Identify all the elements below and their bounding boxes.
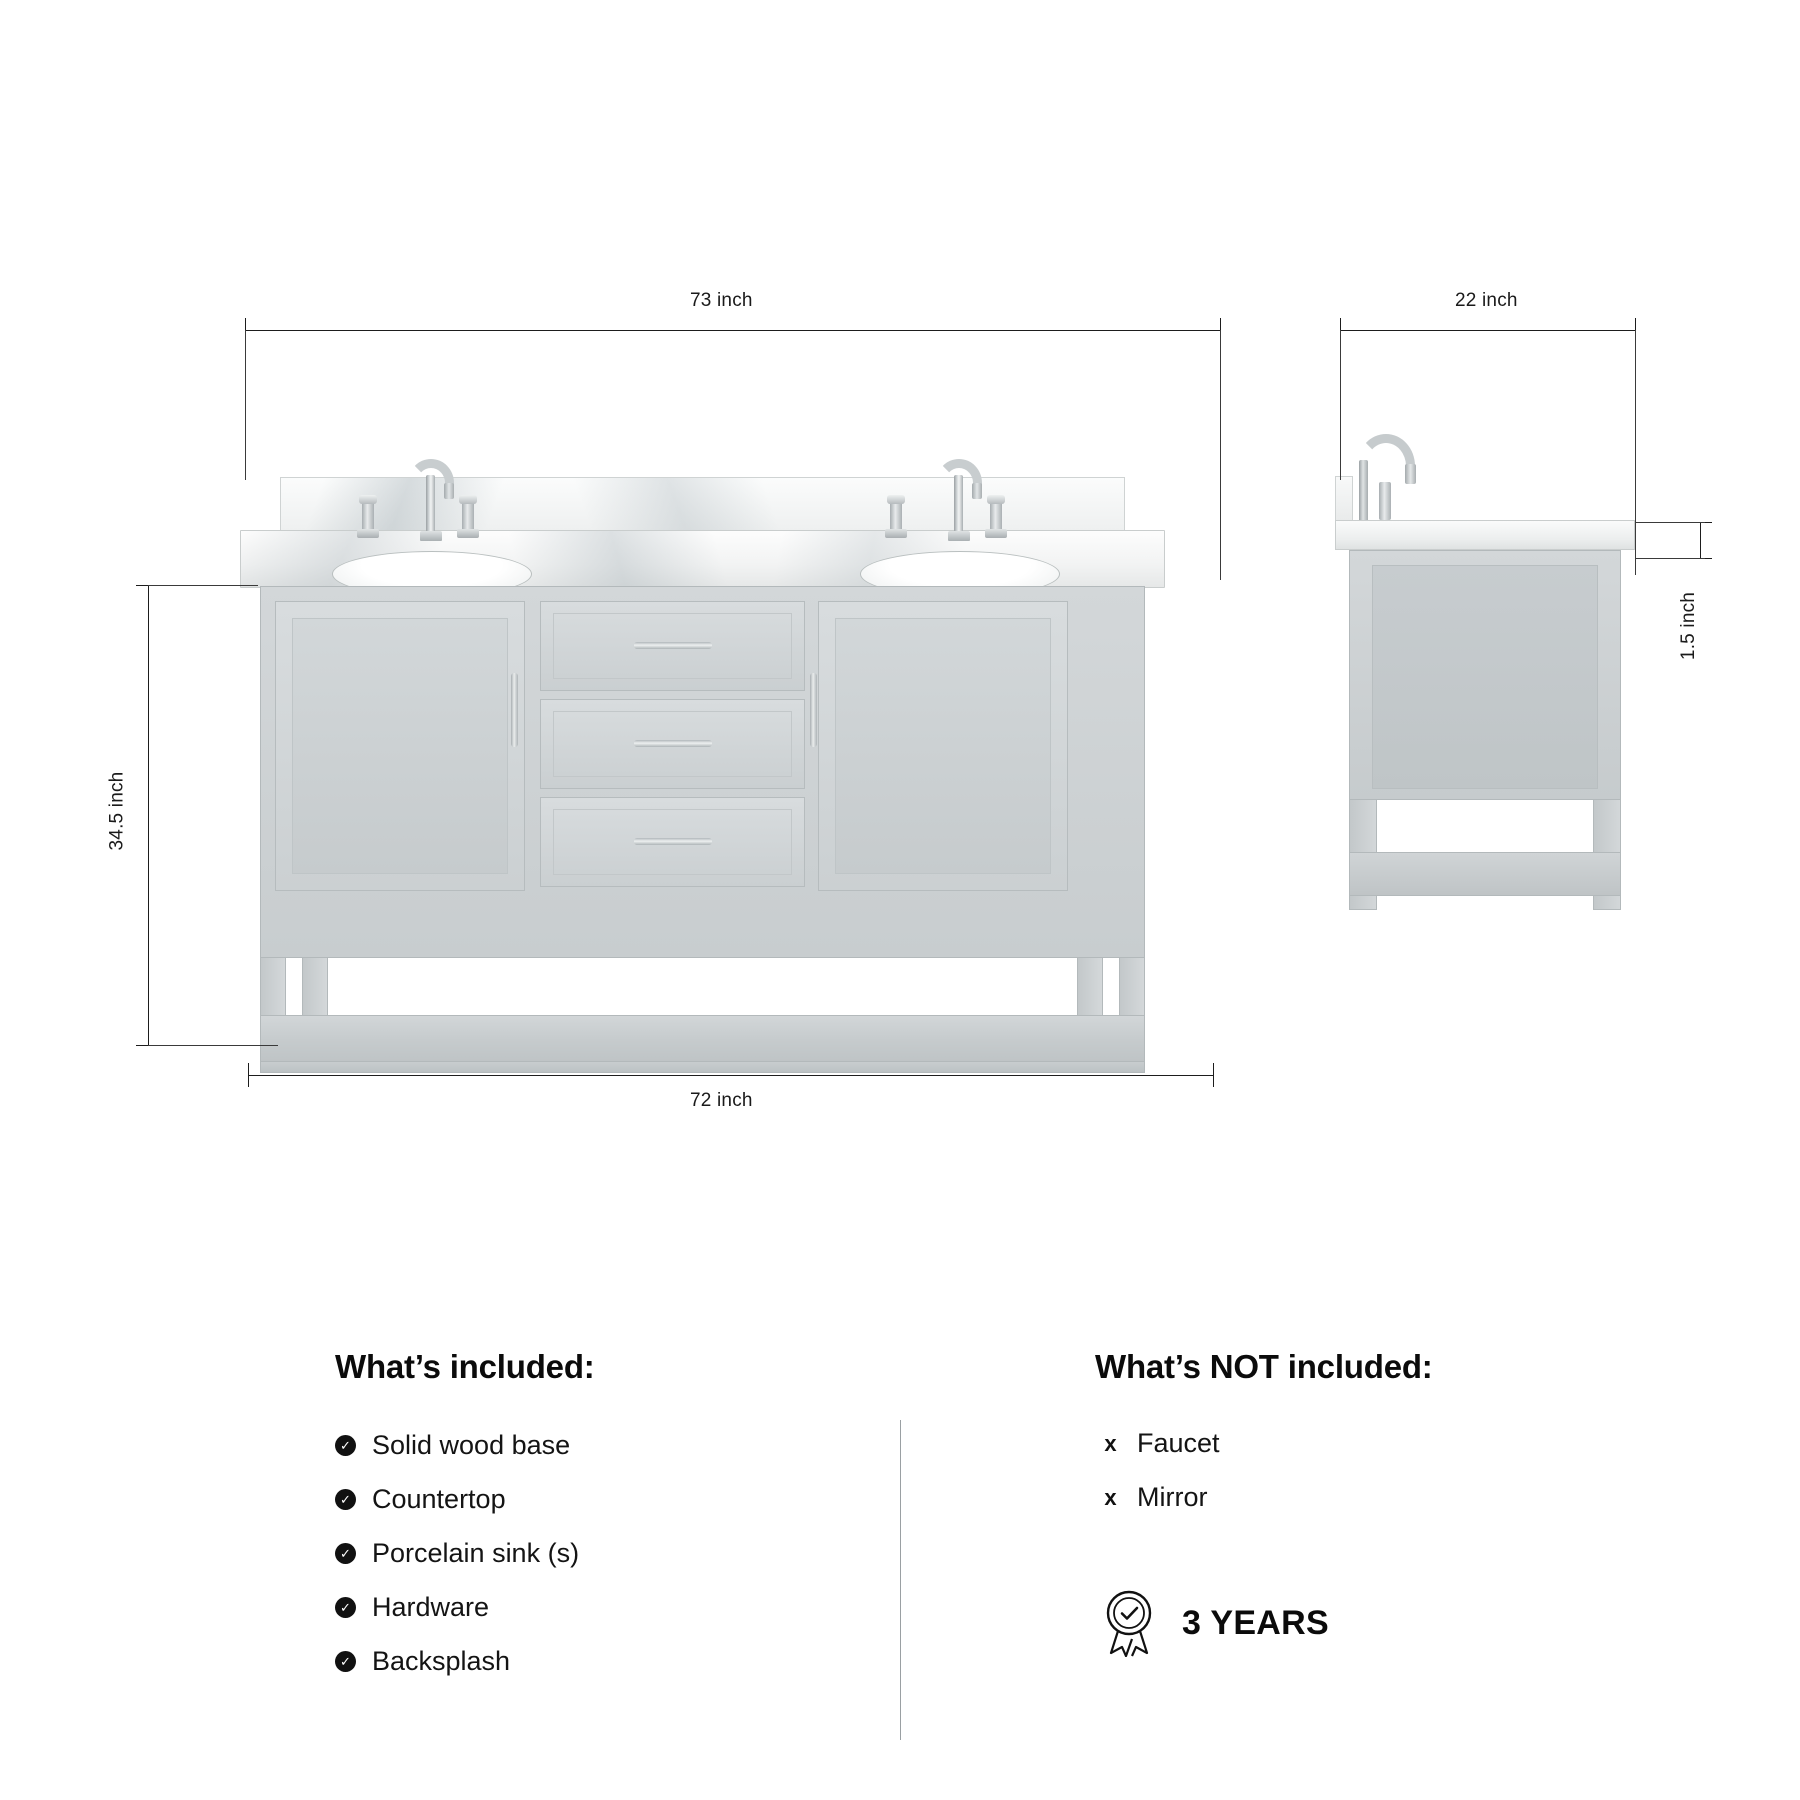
list-item (1100, 1482, 1220, 1513)
faucet-post (954, 475, 963, 533)
dim-label-top-width: 73 inch (690, 290, 753, 311)
check-icon: ✓ (335, 1489, 356, 1510)
included-heading: What’s included: (335, 1348, 595, 1385)
not-included-heading: What’s NOT included: (1095, 1348, 1433, 1385)
dim-ext-thickness-bottom (1635, 558, 1705, 559)
vanity-side-view (1335, 420, 1635, 1050)
dim-ext-height-top (148, 585, 258, 586)
side-faucet-tip (1405, 464, 1416, 484)
included-list (335, 1430, 579, 1700)
door-handle-right (810, 673, 817, 747)
cabinet-door-left (275, 601, 525, 891)
faucet-tip (972, 483, 982, 499)
dim-tick-base-left (248, 1063, 249, 1087)
dim-ext-depth-right (1635, 330, 1636, 575)
not-included-list (1100, 1428, 1220, 1536)
included-item-label: Hardware (372, 1592, 490, 1622)
cabinet-door-right (818, 601, 1068, 891)
included-item-label: Backsplash (372, 1646, 511, 1676)
panel-divider (900, 1420, 901, 1740)
included-item-label: Countertop (372, 1484, 506, 1514)
dim-line-depth (1340, 330, 1635, 331)
not-included-item-label: Faucet (1137, 1428, 1220, 1458)
side-cabinet-body (1349, 550, 1621, 800)
warranty-badge-icon (1098, 1585, 1160, 1662)
check-icon: ✓ (335, 1435, 356, 1456)
cabinet-body (260, 586, 1145, 958)
dim-line-height (148, 585, 149, 1045)
dim-ext-top-left (245, 330, 246, 480)
dim-label-base-width: 72 inch (690, 1090, 753, 1111)
faucet-base (948, 531, 970, 541)
side-backsplash (1335, 476, 1353, 521)
cross-icon: x (1104, 1484, 1117, 1510)
dim-label-depth: 22 inch (1455, 290, 1518, 311)
dim-line-thickness (1700, 522, 1701, 558)
list-item (1100, 1428, 1220, 1459)
drawer-handle-top (634, 642, 712, 649)
faucet-handle-right (462, 501, 474, 533)
side-faucet-post (1359, 460, 1368, 522)
dim-label-thickness: 1.5 inch (1678, 591, 1700, 661)
side-open-shelf (1349, 852, 1621, 896)
list-item (335, 1538, 579, 1569)
list-item (335, 1592, 579, 1623)
drawer-handle-bottom (634, 838, 712, 845)
dim-tick-base-right (1213, 1063, 1214, 1087)
faucet-base (420, 531, 442, 541)
warranty-label: 3 YEARS (1182, 1604, 1329, 1642)
dim-label-height: 34.5 inch (106, 771, 128, 851)
faucet-handle-right (990, 501, 1002, 533)
check-icon: ✓ (335, 1543, 356, 1564)
faucet-handle-left (362, 501, 374, 533)
dim-ext-top-right (1220, 330, 1221, 580)
list-item (335, 1646, 579, 1677)
side-countertop (1335, 520, 1635, 550)
check-icon: ✓ (335, 1651, 356, 1672)
faucet-handle-left (890, 501, 902, 533)
dim-line-top-width (245, 330, 1220, 331)
faucet-tip (444, 483, 454, 499)
included-item-label: Porcelain sink (s) (372, 1538, 580, 1568)
open-shelf-lip (260, 1061, 1145, 1073)
list-item (335, 1484, 579, 1515)
vanity-front-view (240, 455, 1165, 1050)
side-faucet-handle (1379, 482, 1391, 520)
dim-ext-depth-left (1340, 330, 1341, 480)
info-panels (0, 1300, 1800, 1800)
cross-icon: x (1104, 1430, 1117, 1456)
door-handle-left (511, 673, 518, 747)
warranty-block (1098, 1585, 1329, 1662)
not-included-item-label: Mirror (1137, 1482, 1208, 1512)
check-icon: ✓ (335, 1597, 356, 1618)
dim-line-base-width (248, 1075, 1213, 1076)
dim-ext-thickness-top (1635, 522, 1705, 523)
drawer-handle-middle (634, 740, 712, 747)
list-item (335, 1430, 579, 1461)
dim-ext-height-bottom (148, 1045, 278, 1046)
faucet-post (426, 475, 435, 533)
included-item-label: Solid wood base (372, 1430, 571, 1460)
